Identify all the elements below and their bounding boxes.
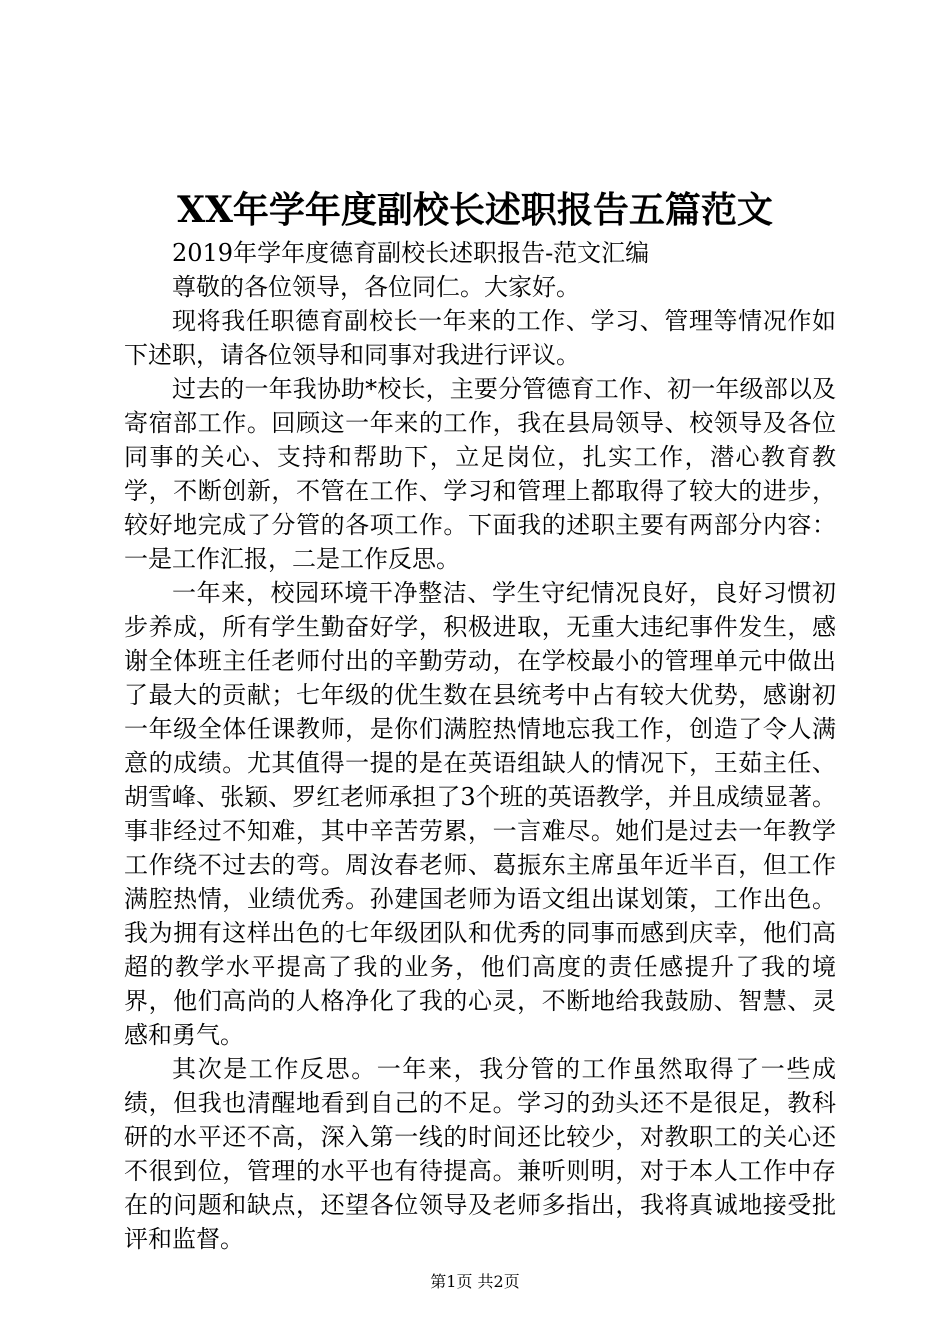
paragraph-overview: 过去的一年我协助*校长，主要分管德育工作、初一年级部以及寄宿部工作。回顾这一年来的工作，我在县局领导、校领导及各位同事的关心、支持和帮助下，立足岗位，扎实工作，潜心教育教学，不断创新，不管在工作、学习和管理上都取得了较大的进步，较好地完成了分管的各项工作。下面我的述职主要有两部分内容：一是工作汇报，二是工作反思。 xyxy=(124,375,836,573)
paragraph-subtitle: 2019年学年度德育副校长述职报告-范文汇编 xyxy=(172,239,650,267)
page-number-footer: 第1页 共2页 xyxy=(430,1272,520,1291)
paragraph-intro: 现将我任职德育副校长一年来的工作、学习、管理等情况作如下述职，请各位领导和同事对我进行评议。 xyxy=(124,307,836,369)
paragraph-greeting: 尊敬的各位领导，各位同仁。大家好。 xyxy=(172,273,580,301)
document-title: XX年学年度副校长述职报告五篇范文 xyxy=(177,189,773,231)
document-body xyxy=(124,236,836,1256)
paragraph-reflection: 其次是工作反思。一年来，我分管的工作虽然取得了一些成绩，但我也清醒地看到自己的不足。学习的劲头还不是很足，教科研的水平还不高，深入第一线的时间还比较少，对教职工的关心还不很到位，管理的水平也有待提高。兼听则明，对于本人工作中存在的问题和缺点，还望各位领导及老师多指出，我将真诚地接受批评和监督。 xyxy=(124,1055,836,1253)
paragraph-work-report: 一年来，校园环境干净整洁、学生守纪情况良好，良好习惯初步养成，所有学生勤奋好学，积极进取，无重大违纪事件发生，感谢全体班主任老师付出的辛勤劳动，在学校最小的管理单元中做出了最大的贡献；七年级的优生数在县统考中占有较大优势，感谢初一年级全体任课教师，是你们满腔热情地忘我工作，创造了令人满意的成绩。尤其值得一提的是在英语组缺人的情况下，王茹主任、胡雪峰、张颖、罗红老师承担了3个班的英语教学，并且成绩显著。事非经过不知难，其中辛苦劳累，一言难尽。她们是过去一年教学工作绕不过去的弯。周汝春老师、葛振东主席虽年近半百，但工作满腔热情，业绩优秀。孙建国老师为语文组出谋划策，工作出色。我为拥有这样出色的七年级团队和优秀的同事而感到庆幸，他们高超的教学水平提高了我的业务，他们高度的责任感提升了我的境界，他们高尚的人格净化了我的心灵，不断地给我鼓励、智慧、灵感和勇气。 xyxy=(124,579,836,1049)
